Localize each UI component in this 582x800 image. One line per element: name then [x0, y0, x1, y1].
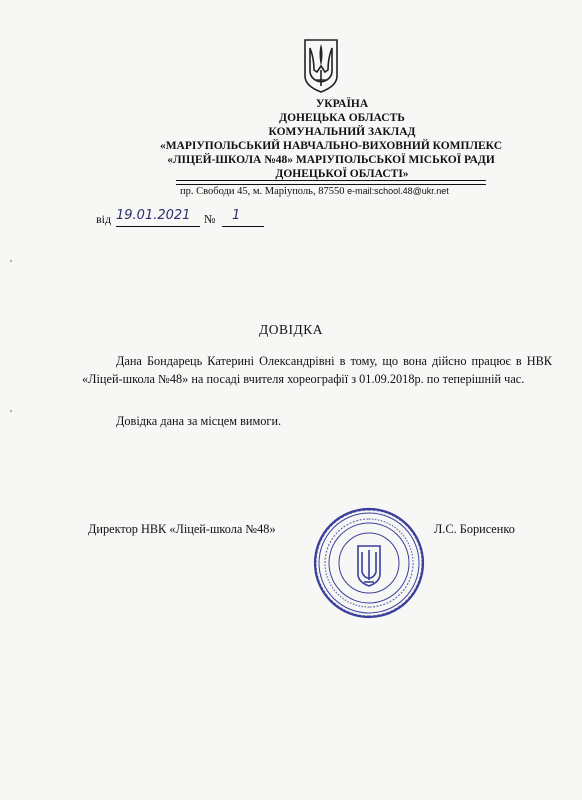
header-institution-type: КОМУНАЛЬНИЙ ЗАКЛАД	[268, 126, 416, 138]
address-text: пр. Свободи 45, м. Маріуполь, 87550	[180, 186, 345, 197]
header-divider	[176, 180, 486, 185]
number-value: 1	[232, 208, 241, 223]
number-label: №	[204, 212, 216, 226]
body-paragraph: Довідка дана за місцем вимоги.	[116, 414, 282, 428]
header-institution-name-1: «МАРІУПОЛЬСЬКИЙ НАВЧАЛЬНО-ВИХОВНИЙ КОМПЛЕКС	[159, 140, 503, 152]
document-title: ДОВІДКА	[259, 322, 323, 337]
trident-emblem-icon	[358, 546, 380, 586]
header-region: ДОНЕЦЬКА ОБЛАСТЬ	[279, 112, 405, 124]
scan-speck	[10, 260, 12, 262]
date-label: від	[96, 212, 112, 226]
date-field	[116, 208, 200, 227]
official-stamp	[312, 506, 426, 620]
header-institution-name-2: «ЛІЦЕЙ-ШКОЛА №48» МАРІУПОЛЬСЬКОЇ МІСЬКОЇ РАДИ	[167, 154, 495, 166]
signer-position: Директор НВК «Ліцей-школа №48»	[88, 522, 276, 536]
scan-speck	[10, 410, 12, 412]
date-value: 19.01.2021	[116, 208, 191, 223]
body-paragraph: Дана Бондарець Катерині Олександрівні в тому, що вона дійсно працює в НВК «Ліцей-школа №48» на посаді вчителя хореографії з 01.09.2018р. по теперішній час.	[82, 354, 552, 386]
signer-name: Л.С. Борисенко	[434, 522, 515, 536]
email-text: e-mail:school.48@ukr.net	[347, 186, 449, 196]
trident-emblem-icon	[301, 36, 341, 94]
header-country: УКРАЇНА	[315, 98, 369, 110]
header-address	[180, 186, 449, 197]
number-field	[222, 208, 264, 227]
header-institution-name-3: ДОНЕЦЬКОЇ ОБЛАСТІ»	[275, 168, 409, 180]
